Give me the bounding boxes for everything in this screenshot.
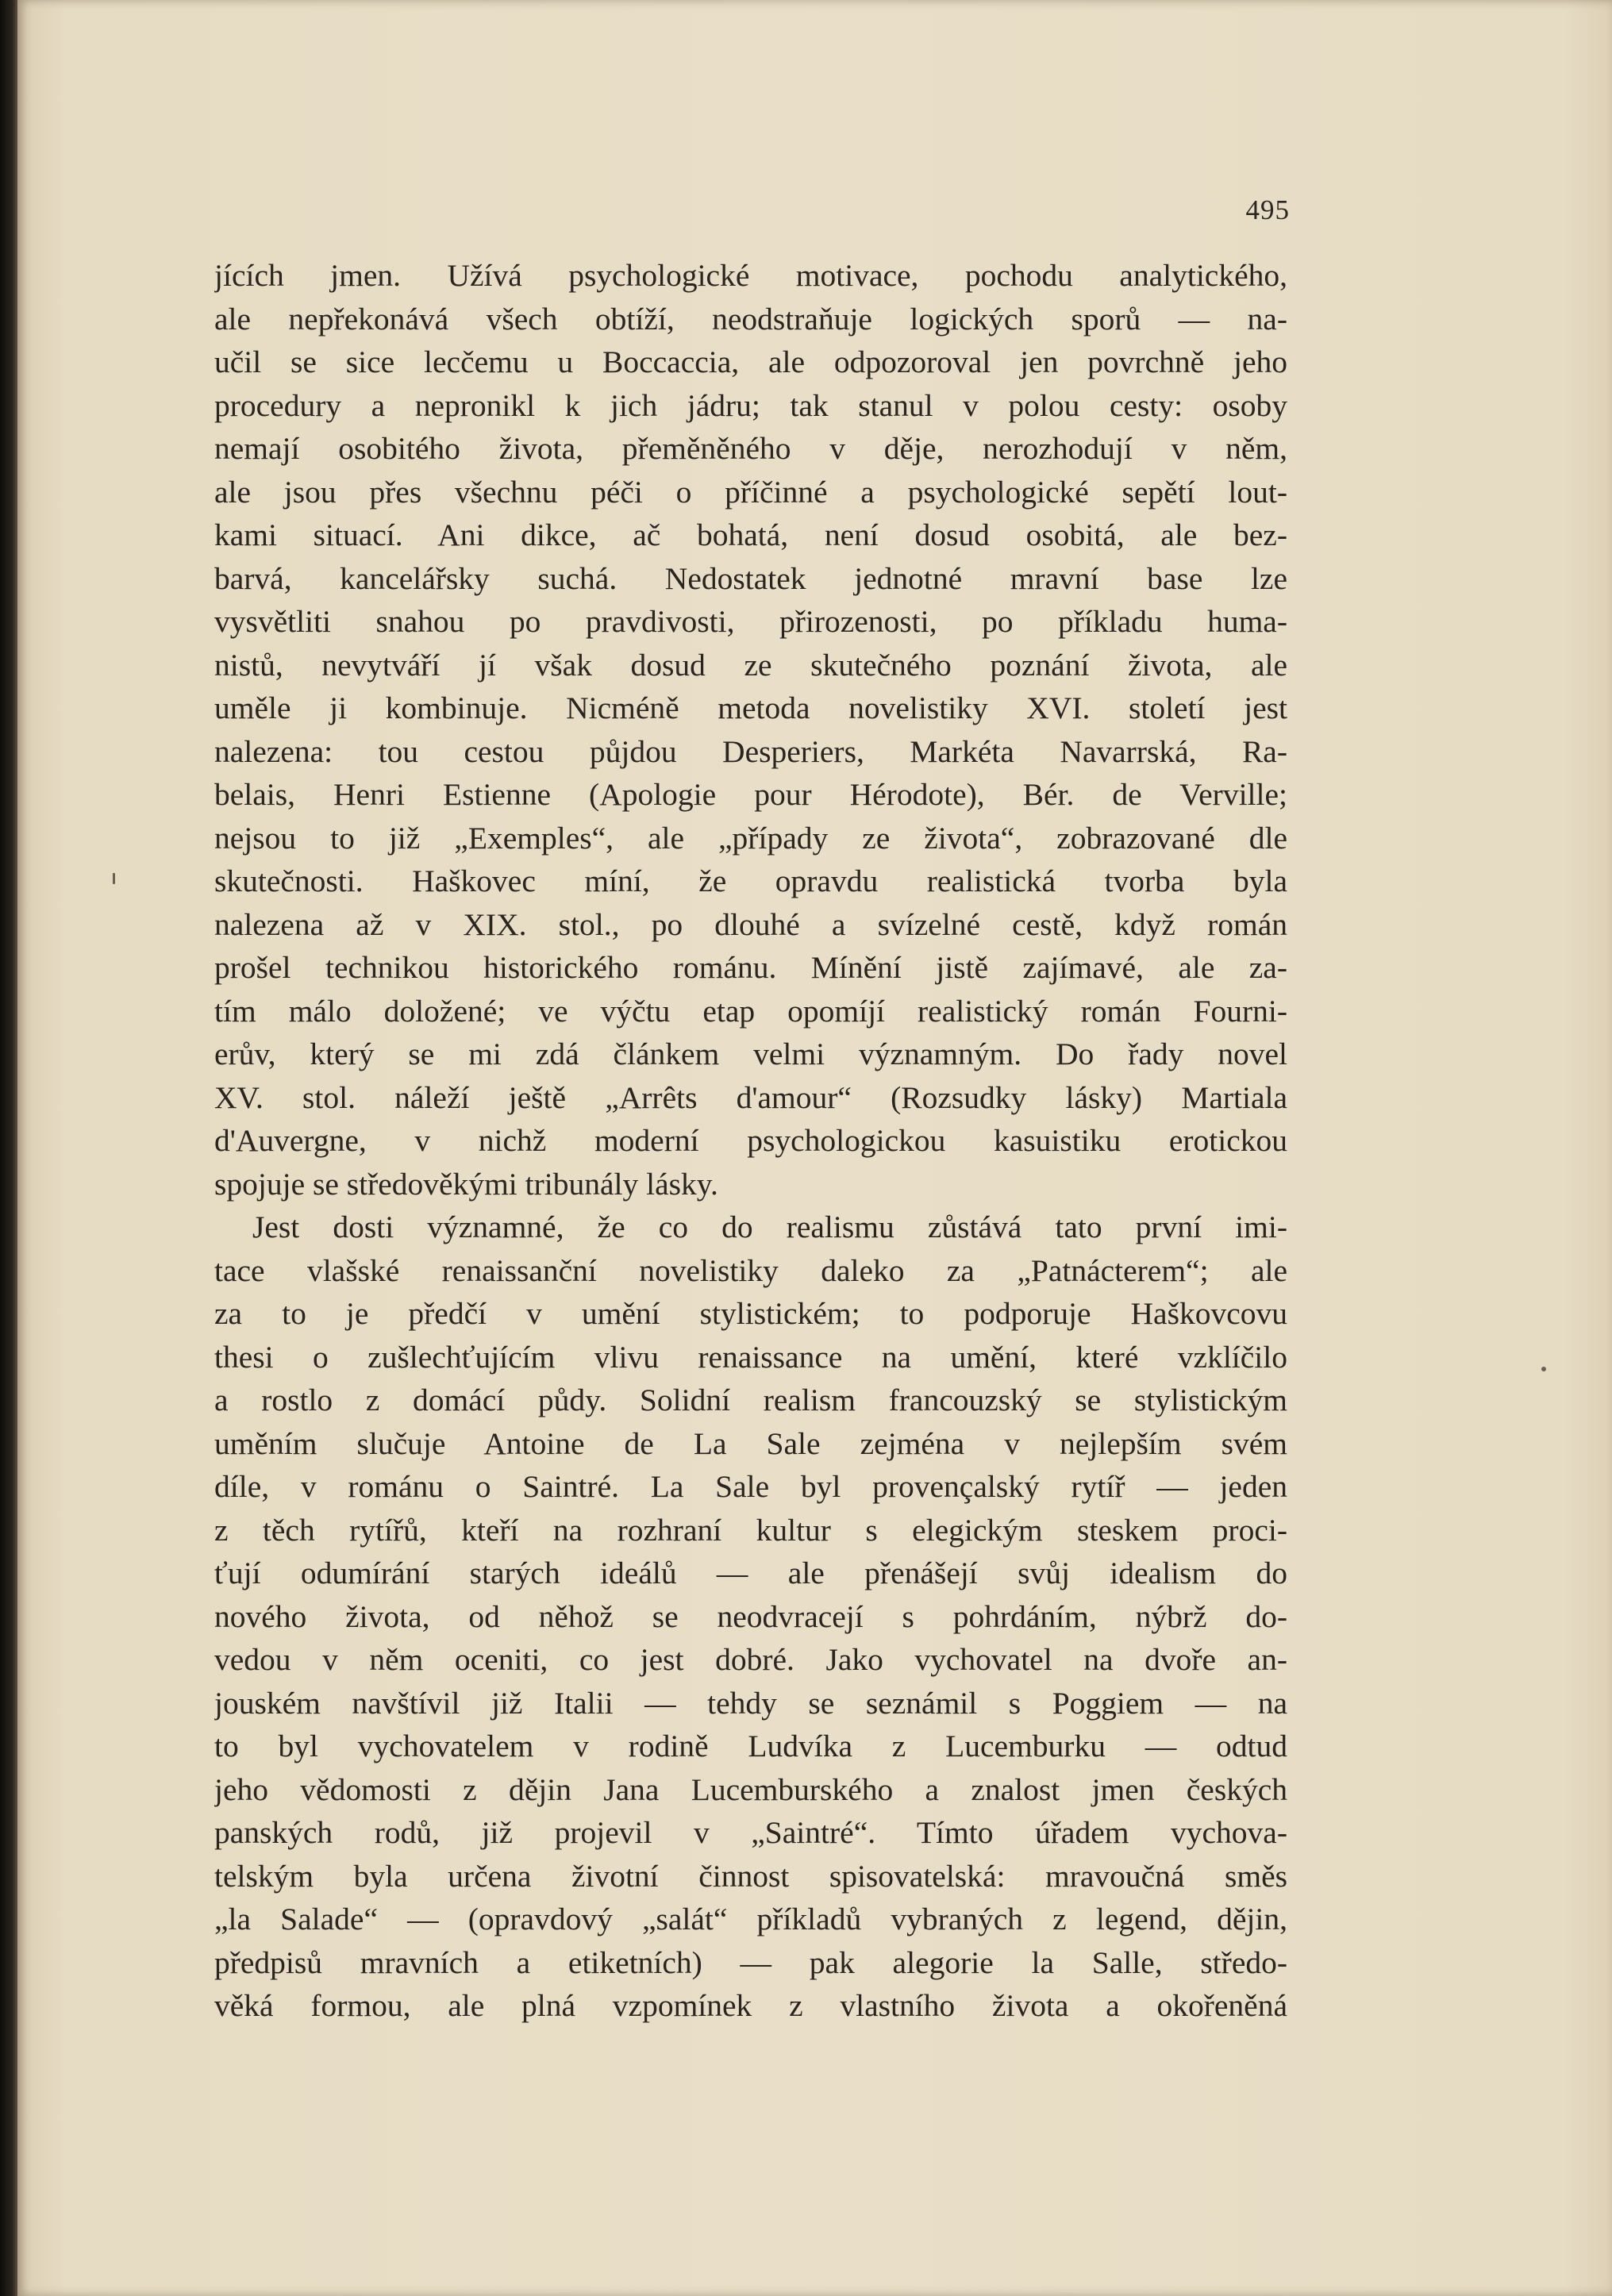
text-line: XV. stol. náleží ještě „Arrêts d'amour“ (Rozsudky lásky) Martiala	[214, 1079, 1287, 1115]
text-line: spojuje se středověkými tribunály lásky.	[214, 1166, 718, 1202]
text-line: ťují odumírání starých ideálů — ale přenášejí svůj idealism do	[214, 1556, 1287, 1590]
text-line: nistů, nevytváří jí však dosud ze skutečného poznání života, ale	[214, 647, 1287, 683]
text-line: ale nepřekonává všech obtíží, neodstraňuje logických sporů — na-	[214, 301, 1287, 337]
text-line: za to je předčí v umění stylistickém; to podporuje Haškovcovu	[214, 1296, 1287, 1331]
margin-mark	[113, 873, 115, 884]
page-number: 495	[1245, 194, 1290, 225]
text-line: procedury a nepronikl k jich jádru; tak stanul v polou cesty: osoby	[214, 387, 1287, 423]
text-line: vedou v něm oceniti, co jest dobré. Jako vychovatel na dvoře an-	[214, 1642, 1287, 1677]
paragraph-1	[214, 254, 1287, 1206]
text-line: „la Salade“ — (opravdový „salát“ příkladů vybraných z legend, dějin,	[214, 1902, 1287, 1936]
text-line: jeho vědomosti z dějin Jana Lucemburského a znalost jmen českých	[214, 1771, 1287, 1807]
book-spine-edge	[0, 0, 17, 2296]
text-line: skutečnosti. Haškovec míní, že opravdu realistická tvorba byla	[214, 863, 1287, 898]
text-line: nejsou to již „Exemples“, ale „případy ze života“, zobrazované dle	[214, 820, 1287, 856]
paragraph-2	[214, 1206, 1287, 2028]
text-line: učil se sice lecčemu u Boccaccia, ale odpozoroval jen povrchně jeho	[214, 344, 1287, 379]
text-line: barvá, kancelářsky suchá. Nedostatek jednotné mravní base lze	[214, 560, 1287, 596]
text-line: nového života, od něhož se neodvracejí s pohrdáním, nýbrž do-	[214, 1598, 1287, 1634]
text-line: jících jmen. Užívá psychologické motivace, pochodu analytického,	[214, 258, 1287, 293]
text-line: kami situací. Ani dikce, ač bohatá, není dosud osobitá, ale bez-	[214, 517, 1287, 552]
text-line: Jest dosti významné, že co do realismu zůstává tato první imi-	[252, 1210, 1287, 1244]
text-line: vysvětliti snahou po pravdivosti, přirozenosti, po příkladu huma-	[214, 604, 1287, 639]
text-line: uměle ji kombinuje. Nicméně metoda novelistiky XVI. století jest	[214, 690, 1287, 725]
text-line: to byl vychovatelem v rodině Ludvíka z Lucemburku — odtud	[214, 1729, 1287, 1763]
text-line: belais, Henri Estienne (Apologie pour Hérodote), Bér. de Verville;	[214, 777, 1287, 812]
text-line: nalezena až v XIX. stol., po dlouhé a svízelné cestě, když román	[214, 906, 1287, 942]
text-line: jouském navštívil již Italii — tehdy se seznámil s Poggiem — na	[214, 1685, 1287, 1721]
text-line: věká formou, ale plná vzpomínek z vlastního života a okořeněná	[214, 1988, 1287, 2023]
text-line: nalezena: tou cestou půjdou Desperiers, Markéta Navarrská, Ra-	[214, 733, 1287, 769]
text-line: z těch rytířů, kteří na rozhraní kultur s elegickým steskem proci-	[214, 1512, 1287, 1548]
text-line: uměním slučuje Antoine de La Sale zejména v nejlepším svém	[214, 1425, 1287, 1461]
text-line: prošel technikou historického románu. Mínění jistě zajímavé, ale za-	[214, 950, 1287, 985]
text-line: ale jsou přes všechnu péči o příčinné a psychologické sepětí lout-	[214, 474, 1287, 510]
text-line: telským byla určena životní činnost spisovatelská: mravoučná směs	[214, 1858, 1287, 1894]
text-line: předpisů mravních a etiketních) — pak alegorie la Salle, středo-	[214, 1944, 1287, 1980]
text-line: nemají osobitého života, přeměněného v děje, nerozhodují v něm,	[214, 431, 1287, 466]
body-text	[214, 254, 1287, 2028]
text-line: tím málo doložené; ve výčtu etap opomíjí realistický román Fourni-	[214, 993, 1287, 1029]
text-line: thesi o zušlechťujícím vlivu renaissance na umění, které vzklíčilo	[214, 1339, 1287, 1375]
text-line: d'Auvergne, v nichž moderní psychologickou kasuistiku erotickou	[214, 1123, 1287, 1158]
text-line: díle, v románu o Saintré. La Sale byl provençalský rytíř — jeden	[214, 1469, 1287, 1504]
edge-dot	[1541, 1367, 1546, 1371]
text-line: tace vlašské renaissanční novelistiky daleko za „Patnácterem“; ale	[214, 1252, 1287, 1288]
text-line: a rostlo z domácí půdy. Solidní realism francouzský se stylistickým	[214, 1383, 1287, 1417]
text-line: panských rodů, již projevil v „Saintré“. Tímto úřadem vychova-	[214, 1815, 1287, 1850]
text-line: erův, který se mi zdá článkem velmi významným. Do řady novel	[214, 1036, 1287, 1071]
